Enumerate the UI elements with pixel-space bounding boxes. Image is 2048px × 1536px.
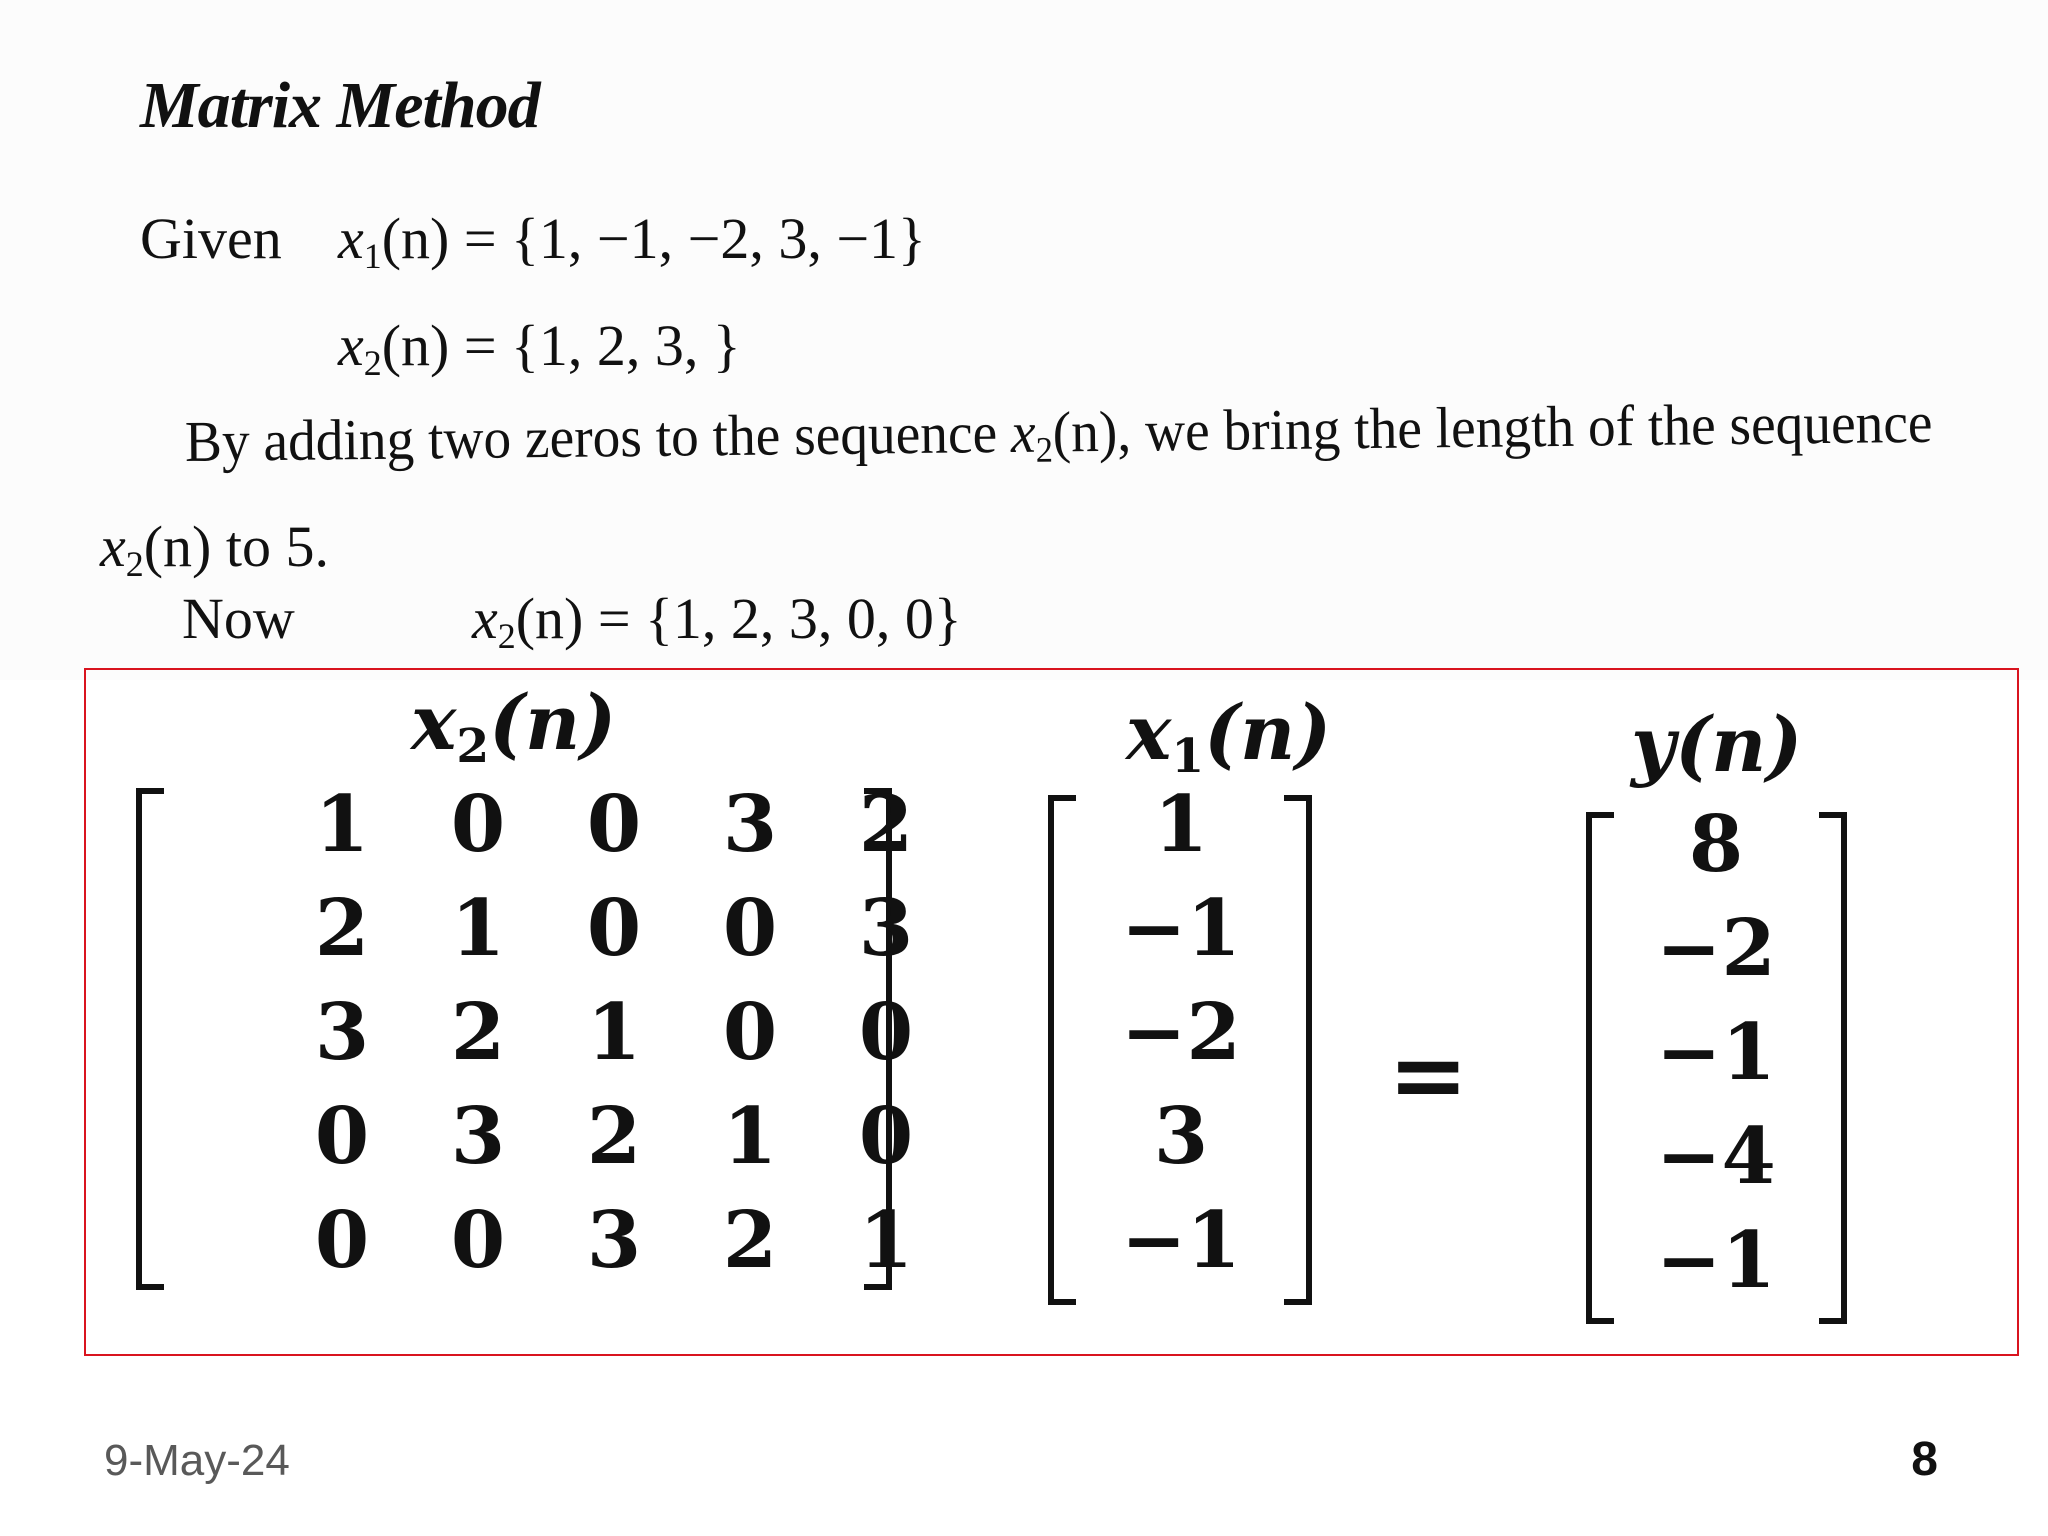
given-x1-line: [140, 205, 926, 277]
matrix-a-cell: 0: [722, 882, 778, 974]
matrix-a-cell: 1: [450, 882, 506, 974]
matrix-c-cell: −1: [1656, 1006, 1776, 1098]
equals-sign: =: [1388, 1018, 1469, 1131]
matrix-a-cell: 0: [450, 778, 506, 870]
now-definition: (n) = {1, 2, 3, 0, 0}: [515, 586, 962, 651]
matrix-a-cell: 3: [450, 1090, 506, 1182]
matrix-b-label-subscript: 1: [1171, 729, 1205, 785]
x1-definition: (n) = {1, −1, −2, 3, −1}: [381, 206, 926, 271]
matrix-c-label: [1631, 700, 1802, 789]
slide-page-number: 8: [1911, 1433, 1938, 1486]
matrix-a-label-subscript: 2: [456, 719, 490, 775]
matrix-c-label-var: y: [1631, 700, 1676, 789]
section-heading: Matrix Method: [140, 69, 540, 142]
matrix-c-label-arg: (n): [1675, 700, 1803, 789]
paragraph-line2-text: to 5.: [211, 514, 329, 579]
matrix-a-cell: 1: [858, 1194, 914, 1286]
now-var: x: [472, 586, 498, 651]
now-label: Now: [182, 586, 295, 651]
slide-date: 9-May-24: [104, 1436, 290, 1485]
matrix-b-cell: 3: [1153, 1090, 1209, 1182]
matrix-a-left-bracket: [136, 788, 164, 1290]
paragraph-var-arg: (n): [1052, 398, 1118, 465]
matrix-a-cell: 0: [450, 1194, 506, 1286]
paragraph-text-2: , we bring the length of the sequence: [1116, 389, 1933, 464]
matrix-c-cell: −1: [1656, 1214, 1776, 1306]
matrix-c-cell: 8: [1688, 798, 1744, 890]
matrix-a-cell: 0: [586, 882, 642, 974]
matrix-a-cell: 0: [858, 986, 914, 1078]
matrix-a-cell: 0: [314, 1090, 370, 1182]
matrix-c: [1631, 792, 1801, 1312]
matrix-c-cell: −4: [1656, 1110, 1776, 1202]
matrix-b-cell: −1: [1121, 1194, 1241, 1286]
matrix-a-cell: 2: [314, 882, 370, 974]
matrix-a-cell: 0: [586, 778, 642, 870]
matrix-b-label-arg: (n): [1204, 688, 1332, 777]
matrix-a-cell: 1: [586, 986, 642, 1078]
given-label: Given: [140, 206, 282, 271]
paragraph-var-subscript: 2: [1035, 429, 1054, 470]
matrix-a-label: [411, 678, 616, 774]
paragraph-line-2: [100, 513, 329, 585]
paragraph-line2-subscript: 2: [125, 544, 144, 585]
matrix-b: [1096, 772, 1266, 1292]
matrix-a-cell: 3: [722, 778, 778, 870]
matrix-a-cell: 3: [858, 882, 914, 974]
matrix-c-left-bracket: [1586, 812, 1614, 1324]
paragraph-text-1: By adding two zeros to the sequence: [184, 399, 1012, 474]
x1-symbol: x: [338, 206, 364, 271]
matrix-a-cell: 1: [722, 1090, 778, 1182]
paragraph-var: x: [1010, 399, 1036, 465]
matrix-a-cell: 0: [314, 1194, 370, 1286]
x1-subscript: 1: [363, 236, 382, 277]
matrix-a-cell: 2: [722, 1194, 778, 1286]
matrix-c-right-bracket: [1819, 812, 1847, 1324]
matrix-a-cell: 3: [314, 986, 370, 1078]
matrix-a-cell: 3: [586, 1194, 642, 1286]
matrix-b-cell: −2: [1121, 986, 1241, 1078]
matrix-b-left-bracket: [1048, 795, 1076, 1305]
matrix-b-cell: −1: [1121, 882, 1241, 974]
x2-symbol: x: [338, 313, 364, 378]
given-x2-line: [338, 312, 741, 384]
matrix-b-cell: 1: [1153, 778, 1209, 870]
matrix-b-label-var: x: [1126, 688, 1172, 777]
matrix-a-cell: 0: [858, 1090, 914, 1182]
matrix-b-right-bracket: [1284, 795, 1312, 1305]
matrix-a-cell: 1: [314, 778, 370, 870]
matrix-a-label-var: x: [411, 678, 457, 767]
now-line: [182, 585, 962, 657]
matrix-c-cell: −2: [1656, 902, 1776, 994]
matrix-a: [274, 772, 954, 1292]
now-var-subscript: 2: [497, 616, 516, 657]
matrix-a-label-arg: (n): [489, 678, 617, 767]
x2-subscript: 2: [363, 343, 382, 384]
matrix-equation-box: [84, 668, 2019, 1356]
paragraph-line2-var: x: [100, 514, 126, 579]
matrix-a-cell: 0: [722, 986, 778, 1078]
matrix-b-label: [1126, 688, 1331, 784]
matrix-a-cell: 2: [586, 1090, 642, 1182]
paragraph-line2-arg: (n): [143, 514, 212, 579]
matrix-a-cell: 2: [858, 778, 914, 870]
matrix-a-cell: 2: [450, 986, 506, 1078]
x2-definition: (n) = {1, 2, 3, }: [381, 313, 741, 378]
